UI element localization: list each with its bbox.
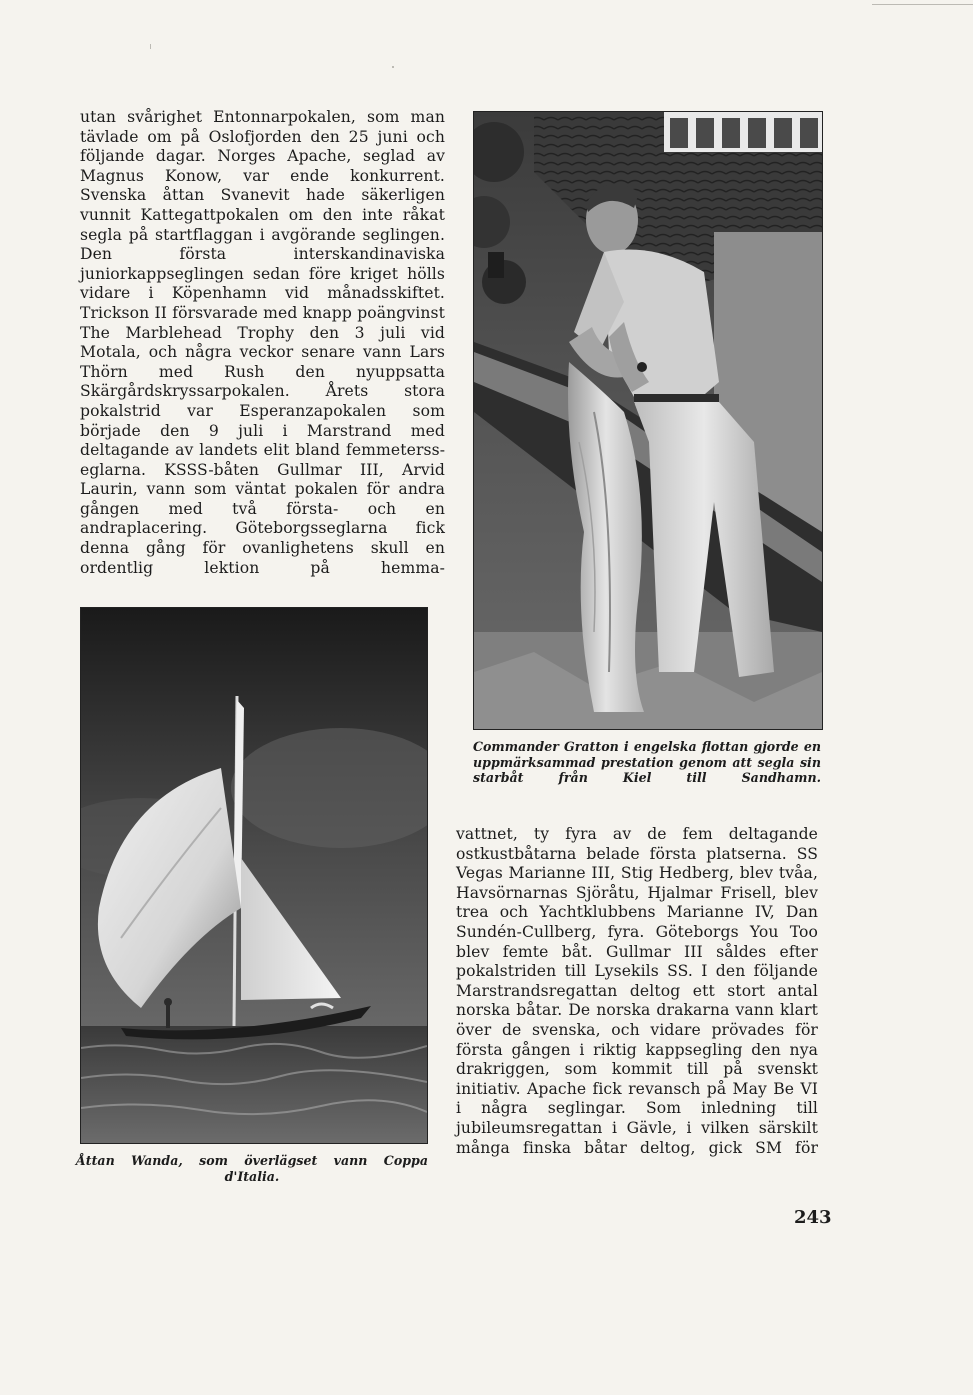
- article-column-left-top: utan svårighet Entonnarpokalen, som man tävlade om på Oslofjorden den 25 juni och följande dagar. Norges Apache, seglad av Magnus Konow, var ende konkurrent. Svenska åttan Svanevit hade säkerligen vunnit Kattegattpokalen om den inte råkat segla på startflaggan i avgörande seglingen. Den första interskandinaviska juniorkappseglingen sedan före kriget hölls vidare i Köpenhamn vid månadsskiftet. Trickson II försvarade med knapp poängvinst The Marblehead Trophy den 3 juli vid Motala, och några veckor senare vann Lars Thörn med Rush den nyuppsatta Skärgårdskryssarpokalen. Årets stora pokalstrid var Esperanzapokalen som började den 9 juli i Marstrand med deltagande av landets elit bland femmetersseglarna. KSSS-båten Gullmar III, Arvid Laurin, vann som väntat pokalen för andra gången med två första- och en andraplacering. Göteborgsseglarna fick denna gång för ovanlighetens skull en ordentlig lektion på hemma-: [80, 108, 445, 577]
- page-number: 243: [794, 1207, 832, 1228]
- sailboat-with-spinnaker-photo: [81, 608, 427, 1143]
- caption-commander-gratton: Commander Gratton i engelska flottan gjorde en uppmärksammad prestation genom att segla sin starbåt från Kiel till Sandhamn.: [473, 739, 821, 785]
- caption-attan-wanda-line2: d'Italia.: [224, 1168, 280, 1184]
- photo-commander-gratton: [473, 111, 823, 730]
- man-folding-sail-photo: [474, 112, 822, 729]
- caption-attan-wanda: [76, 1153, 428, 1184]
- article-column-right-bottom: vattnet, ty fyra av de fem deltagande ostkustbåtarna belade första platserna. SS Vegas Marianne III, Stig Hedberg, blev tvåa, Havsörnarnas Sjöråtu, Hjalmar Frisell, blev trea och Yachtklubbens Marianne IV, Dan Sundén-Cullberg, fyra. Göteborgs You Too blev femte båt. Gullmar III såldes efter pokalstriden till Lysekils SS. I den följande Marstrandsregattan deltog ett stort antal norska båtar. De norska drakarna vann klart över de svenska, och vidare prövades för första gången i riktig kappsegling den nya drakriggen, som kommit till på svenskt initiativ. Apache fick revansch på May Be VI i några seglingar. Som inledning till jubileumsregattan i Gävle, i vilken särskilt många finska båtar deltog, gick SM för: [456, 825, 818, 1157]
- scan-speck: [150, 44, 151, 49]
- caption-attan-wanda-line1: Åttan Wanda, som överlägset vann Coppa: [76, 1153, 428, 1168]
- photo-attan-wanda: [80, 607, 428, 1144]
- scan-edge-mark: [872, 4, 973, 5]
- scan-speck: [392, 66, 394, 68]
